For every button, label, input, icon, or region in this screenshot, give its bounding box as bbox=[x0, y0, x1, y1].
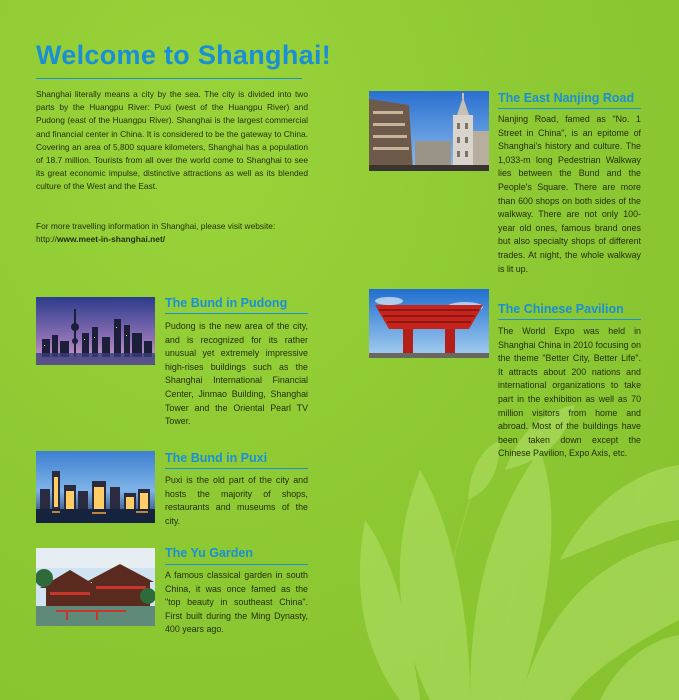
puxi-bund-photo bbox=[36, 451, 155, 523]
body-puxi: Puxi is the old part of the city and hosts the majority of shops, restaurants and museums of the city. bbox=[165, 475, 308, 526]
rule-pavilion bbox=[498, 319, 641, 320]
intro-paragraph: Shanghai literally means a city by the sea. The city is divided into two parts by the Huangpu River: Puxi (west of the Huangpu River) and Pudong (east of the Huangpu River). Shanghai is the largest commercial and financial center in China. It is considered to be the gateway to China. Covering an area of 5,800 square kilometers, Shanghai has a population of 18.7 million. Tourists from all over the world come to Shanghai to see its great economic impulse, distinctive attractions as well as its blended culture of the West and the East. bbox=[36, 89, 308, 192]
more-info-text: For more travelling information in Shanghai, please visit website: bbox=[36, 221, 276, 231]
nanjing-road-photo bbox=[369, 91, 489, 171]
body-pavilion: The World Expo was held in Shanghai China in 2010 focusing on the theme "Better City, Better Life". It attracts about 200 nations and international organizations to take part in the exhibition as well as 70 million visitors from home and abroad. Most of the buildings have been taken down except the Chinese Pavilion, Expo Axis, etc. bbox=[498, 326, 641, 459]
rule-yu-garden bbox=[165, 564, 308, 565]
heading-pudong: The Bund in Pudong bbox=[165, 296, 288, 310]
heading-nanjing: The East Nanjing Road bbox=[498, 91, 635, 105]
page-title: Welcome to Shanghai! bbox=[36, 40, 332, 70]
body-nanjing: Nanjing Road, famed as "No. 1 Street in China", is an epitome of Shanghai's history and culture. The 1,033-m long Pedestrian Walkway lies between the Bund and the People's Square. There are more than 600 shops on both sides of the walkway. There are not only 100-year old ones, famous brand ones but also specialty shops of different trades. At night, the whole walkway is lit up. bbox=[498, 114, 641, 274]
yu-garden-photo bbox=[36, 548, 155, 626]
heading-pavilion: The Chinese Pavilion bbox=[498, 302, 624, 316]
url-domain: www.meet-in-shanghai.net/ bbox=[56, 234, 166, 245]
body-yu-garden: A famous classical garden in south China, it was once famed as the "top beauty in southeast China". First built during the Ming Dynasty, 400 years ago. bbox=[165, 570, 308, 635]
rule-pudong bbox=[165, 313, 308, 314]
more-info bbox=[36, 220, 326, 246]
heading-yu-garden: The Yu Garden bbox=[165, 546, 253, 560]
heading-puxi: The Bund in Puxi bbox=[165, 451, 268, 465]
body-pudong: Pudong is the new area of the city, and is recognized for its rather unusual yet extremely impressive high-rises buildings such as the Shanghai International Financial Center, Jinmao Building, Shanghai Tower and the Oriental Pearl TV Tower. bbox=[165, 321, 308, 427]
website-link[interactable] bbox=[36, 234, 165, 244]
rule-puxi bbox=[165, 468, 308, 469]
pudong-skyline-photo bbox=[36, 297, 155, 365]
url-prefix: http:// bbox=[36, 234, 57, 245]
title-underline bbox=[36, 78, 302, 79]
chinese-pavilion-photo bbox=[369, 289, 489, 358]
rule-nanjing bbox=[498, 108, 641, 109]
